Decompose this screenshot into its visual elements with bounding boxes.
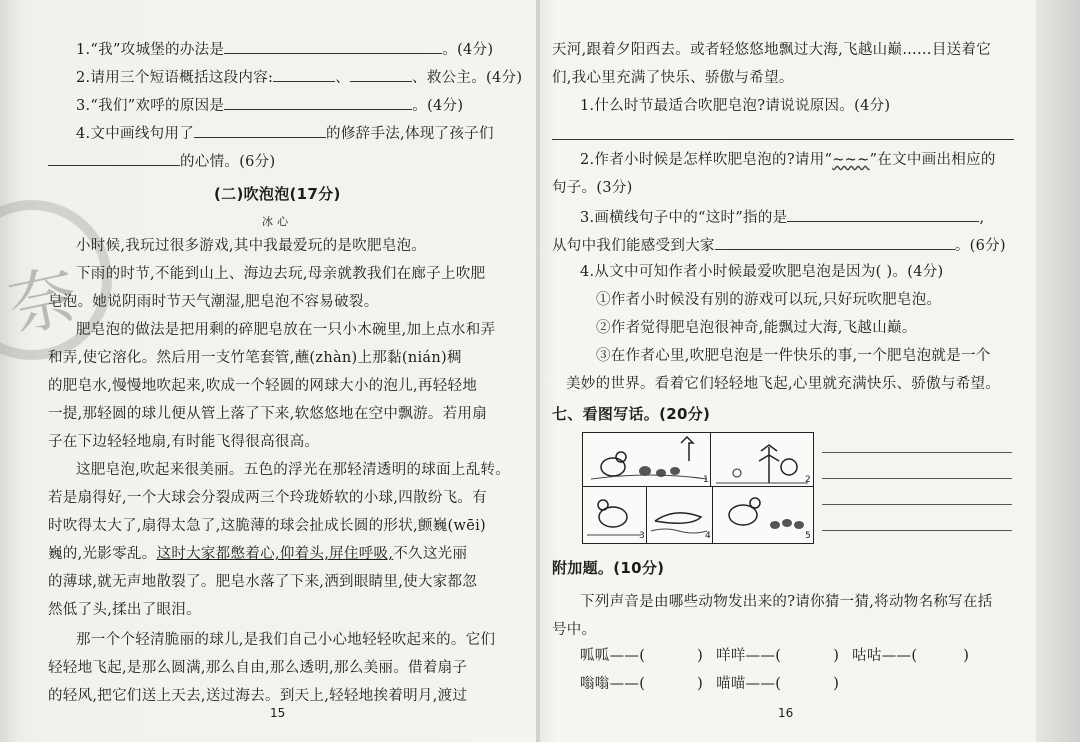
answer-blank[interactable] [48,150,180,166]
duck-illustration [583,487,647,543]
paragraph-line: 天河,跟着夕阳西去。或者轻悠悠地飘过大海,飞越山巅……目送着它 [552,42,992,58]
answer-blank[interactable] [273,66,335,82]
picture-panel-5 [712,486,814,544]
answer-blank[interactable] [715,234,955,250]
paragraph-line: 皂泡。她说阴雨时节天气潮湿,肥皂泡不容易破裂。 [48,294,379,310]
question-3: 3.“我们”欢呼的原因是 。(4分) [76,94,463,116]
question-r1: 1.什么时节最适合吹肥皂泡?请说说原因。(4分) [580,98,891,114]
writing-line[interactable] [822,452,1012,453]
question-4-continued: 的心情。(6分) [48,150,275,172]
sound-row: 呱呱——( ) 咩咩——( ) 咕咕——( ) [580,648,970,664]
paragraph-line: 一提,那轻圆的球儿便从管上落了下来,软悠悠地在空中飘游。若用扇 [48,406,488,422]
question-r2: 2.作者小时候是怎样吹肥皂泡的?请用“~~~”在文中画出相应的 [580,152,996,168]
paragraph-line: 子在下边轻轻地扇,有时能飞得很高很高。 [48,434,320,450]
swimming-duck-illustration [647,487,713,543]
bonus-instruction: 号中。 [552,622,597,638]
option-3-continued: 美妙的世界。看着它们轻轻地飞起,心里就充满快乐、骄傲与希望。 [566,376,1001,392]
picture-panel-1 [582,432,712,488]
paragraph-line: 若是扇得好,一个大球会分裂成两三个玲珑娇软的小球,四散纷飞。有 [48,490,488,506]
writing-line[interactable] [822,530,1012,531]
paragraph-line: 小时候,我玩过很多游戏,其中我最爱玩的是吹肥皂泡。 [76,238,427,254]
question-1: 1.“我”攻城堡的办法是 。(4分) [76,38,493,60]
option-1[interactable]: ①作者小时候没有别的游戏可以玩,只好玩吹肥皂泡。 [596,292,942,308]
section-title: (二)吹泡泡(17分) [214,185,341,203]
author: 冰 心 [262,215,289,228]
paragraph-line: 下雨的时节,不能到山上、海边去玩,母亲就教我们在廊子上吹肥 [76,266,486,282]
faded-stamp-mark: 奈 [1,256,85,349]
picture-number: 4 [705,531,711,541]
underlined-sentence: 这时大家都憋着心,仰着头,屏住呼吸, [156,546,394,562]
duck-family-illustration [583,433,711,487]
paragraph-line: 肥皂泡的做法是把用剩的碎肥皂放在一只小木碗里,加上点水和弄 [76,322,496,338]
paragraph-line: 那一个个轻清脆丽的球儿,是我们自己小心地轻轻吹起来的。它们 [76,632,496,648]
picture-number: 1 [703,475,709,485]
question-r4: 4.从文中可知作者小时候最爱吹肥皂泡是因为( )。(4分) [580,264,944,280]
page-number-left: 15 [270,706,286,720]
page-edge-shadow [1036,0,1080,742]
paragraph-line: 巍的,光影零乱。这时大家都憋着心,仰着头,屏住呼吸,不久这光丽 [48,546,468,562]
paragraph-line: 的薄球,就无声地散裂了。肥皂水落了下来,洒到眼睛里,使大家都忽 [48,574,478,590]
bonus-title: 附加题。(10分) [552,559,665,577]
writing-line[interactable] [822,478,1012,479]
paragraph-line: 轻轻地飞起,是那么圆满,那么自由,那么透明,那么美丽。借着扇子 [48,660,468,676]
picture-panel-3 [582,486,648,544]
book-spine [536,0,540,742]
paragraph-line: 们,我心里充满了快乐、骄傲与希望。 [552,70,794,86]
wavy-line-mark: ~~~ [832,152,870,168]
answer-line[interactable] [552,124,1014,140]
writing-line[interactable] [822,504,1012,505]
paragraph-line: 时吹得太大了,扇得太急了,这脆薄的球会扯成长圆的形状,颤巍(wēi) [48,518,486,534]
answer-blank[interactable] [194,122,326,138]
picture-number: 2 [805,475,811,485]
answer-blank[interactable] [350,66,412,82]
paragraph-line: 的肥皂水,慢慢地吹起来,吹成一个轻圆的网球大小的泡儿,再轻轻地 [48,378,478,394]
option-2[interactable]: ②作者觉得肥皂泡很神奇,能飘过大海,飞越山巅。 [596,320,917,336]
picture-panel-2 [710,432,814,488]
question-r3-continued: 从句中我们能感受到大家 。(6分) [552,234,1006,256]
picture-number: 3 [639,531,645,541]
question-4: 4.文中画线句用了 的修辞手法,体现了孩子们 [76,122,494,144]
answer-blank[interactable] [787,206,979,222]
tree-and-duck-illustration [711,433,813,487]
answer-blank[interactable] [224,38,442,54]
section-7-title: 七、看图写话。(20分) [552,405,711,423]
bonus-instruction: 下列声音是由哪些动物发出来的?请你猜一猜,将动物名称写在括 [580,594,993,610]
paragraph-line: 的轻风,把它们送上天去,送过海去。到天上,轻轻地挨着明月,渡过 [48,688,468,704]
question-2: 2.请用三个短语概括这段内容: 、 、救公主。(4分) [76,66,522,88]
paragraph-line: 和弄,使它溶化。然后用一支竹笔套管,蘸(zhàn)上那黏(nián)稠 [48,350,462,366]
paragraph-line: 这肥皂泡,吹起来很美丽。五色的浮光在那轻清透明的球面上乱转。 [76,462,511,478]
picture-number: 5 [805,531,811,541]
duck-with-ducklings-illustration [713,487,813,543]
option-3[interactable]: ③在作者心里,吹肥皂泡是一件快乐的事,一个肥皂泡就是一个 [596,348,991,364]
page-number-right: 16 [778,706,794,720]
paragraph-line: 然低了头,揉出了眼泪。 [48,602,201,618]
sound-row: 嗡嗡——( ) 喵喵——( ) [580,676,840,692]
question-r1-answer [552,124,1014,146]
picture-panel-4 [646,486,714,544]
answer-blank[interactable] [224,94,412,110]
question-r2-continued: 句子。(3分) [552,180,633,196]
question-r3: 3.画横线句子中的“这时”指的是 , [580,206,984,228]
